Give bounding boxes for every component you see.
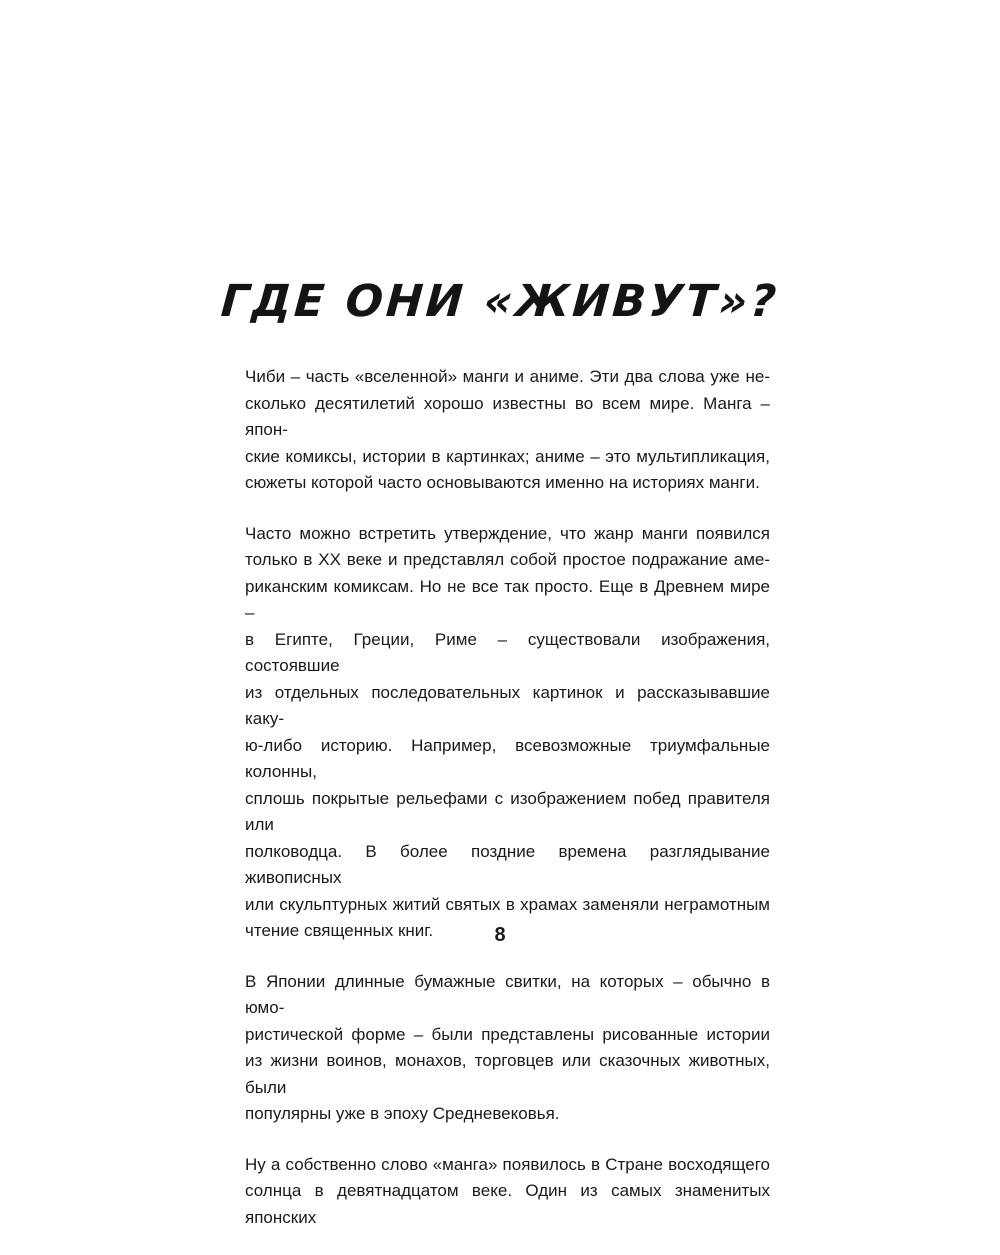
text-line: риканским комиксам. Но не все так просто. Еще в Древнем мире – [245, 576, 770, 622]
text-line: в Египте, Греции, Риме – существовали изображения, состоявшие [245, 629, 770, 675]
text-line: ю-либо историю. Например, всевозможные триумфальные колонны, [245, 735, 770, 781]
text-line: Чиби – часть «вселенной» манги и аниме. Эти два слова уже не- [245, 367, 770, 386]
text-line: сплошь покрытые рельефами с изображением побед правителя или [245, 788, 770, 834]
text-line: Ну а собственно слово «манга» появилось в Стране восходящего [245, 1154, 770, 1174]
text-line: или скульптурных житий святых в храмах заменяли неграмотным [245, 894, 770, 914]
text-line: сюжеты которой часто основываются именно на историях манги. [245, 473, 760, 492]
text-line: полководца. В более поздние времена разглядывание живописных [245, 841, 770, 887]
text-line: Часто можно встретить утверждение, что жанр манги появился [245, 523, 770, 543]
page-number: 8 [494, 924, 506, 946]
paragraph-1 [245, 364, 770, 497]
text-line: сколько десятилетий хорошо известны во всем мире. Манга – япон- [245, 393, 770, 439]
text-line: только в XX веке и представлял собой простое подражание аме- [245, 550, 770, 569]
text-line: чтение священных книг. [245, 921, 434, 940]
text-line: популярны уже в эпоху Средневековья. [245, 1104, 560, 1123]
text-line: В Японии длинные бумажные свитки, на которых – обычно в юмо- [245, 971, 770, 1017]
paragraph-3 [245, 969, 770, 1128]
paragraph-2 [245, 521, 770, 945]
text-line: из жизни воинов, монахов, торговцев или сказочных животных, были [245, 1051, 770, 1097]
text-line: ристической форме – были представлены рисованные истории [245, 1024, 770, 1044]
body-text [245, 364, 770, 1255]
text-line: из отдельных последовательных картинок и рассказывавшие каку- [245, 682, 770, 728]
paragraph-4 [245, 1152, 770, 1232]
text-line: солнца в девятнадцатом веке. Один из самых знаменитых японских [245, 1181, 770, 1227]
page-title: ГДЕ ОНИ «ЖИВУТ»? [219, 276, 781, 327]
text-line: ские комиксы, истории в картинках; аниме – это мультипликация, [245, 446, 770, 466]
